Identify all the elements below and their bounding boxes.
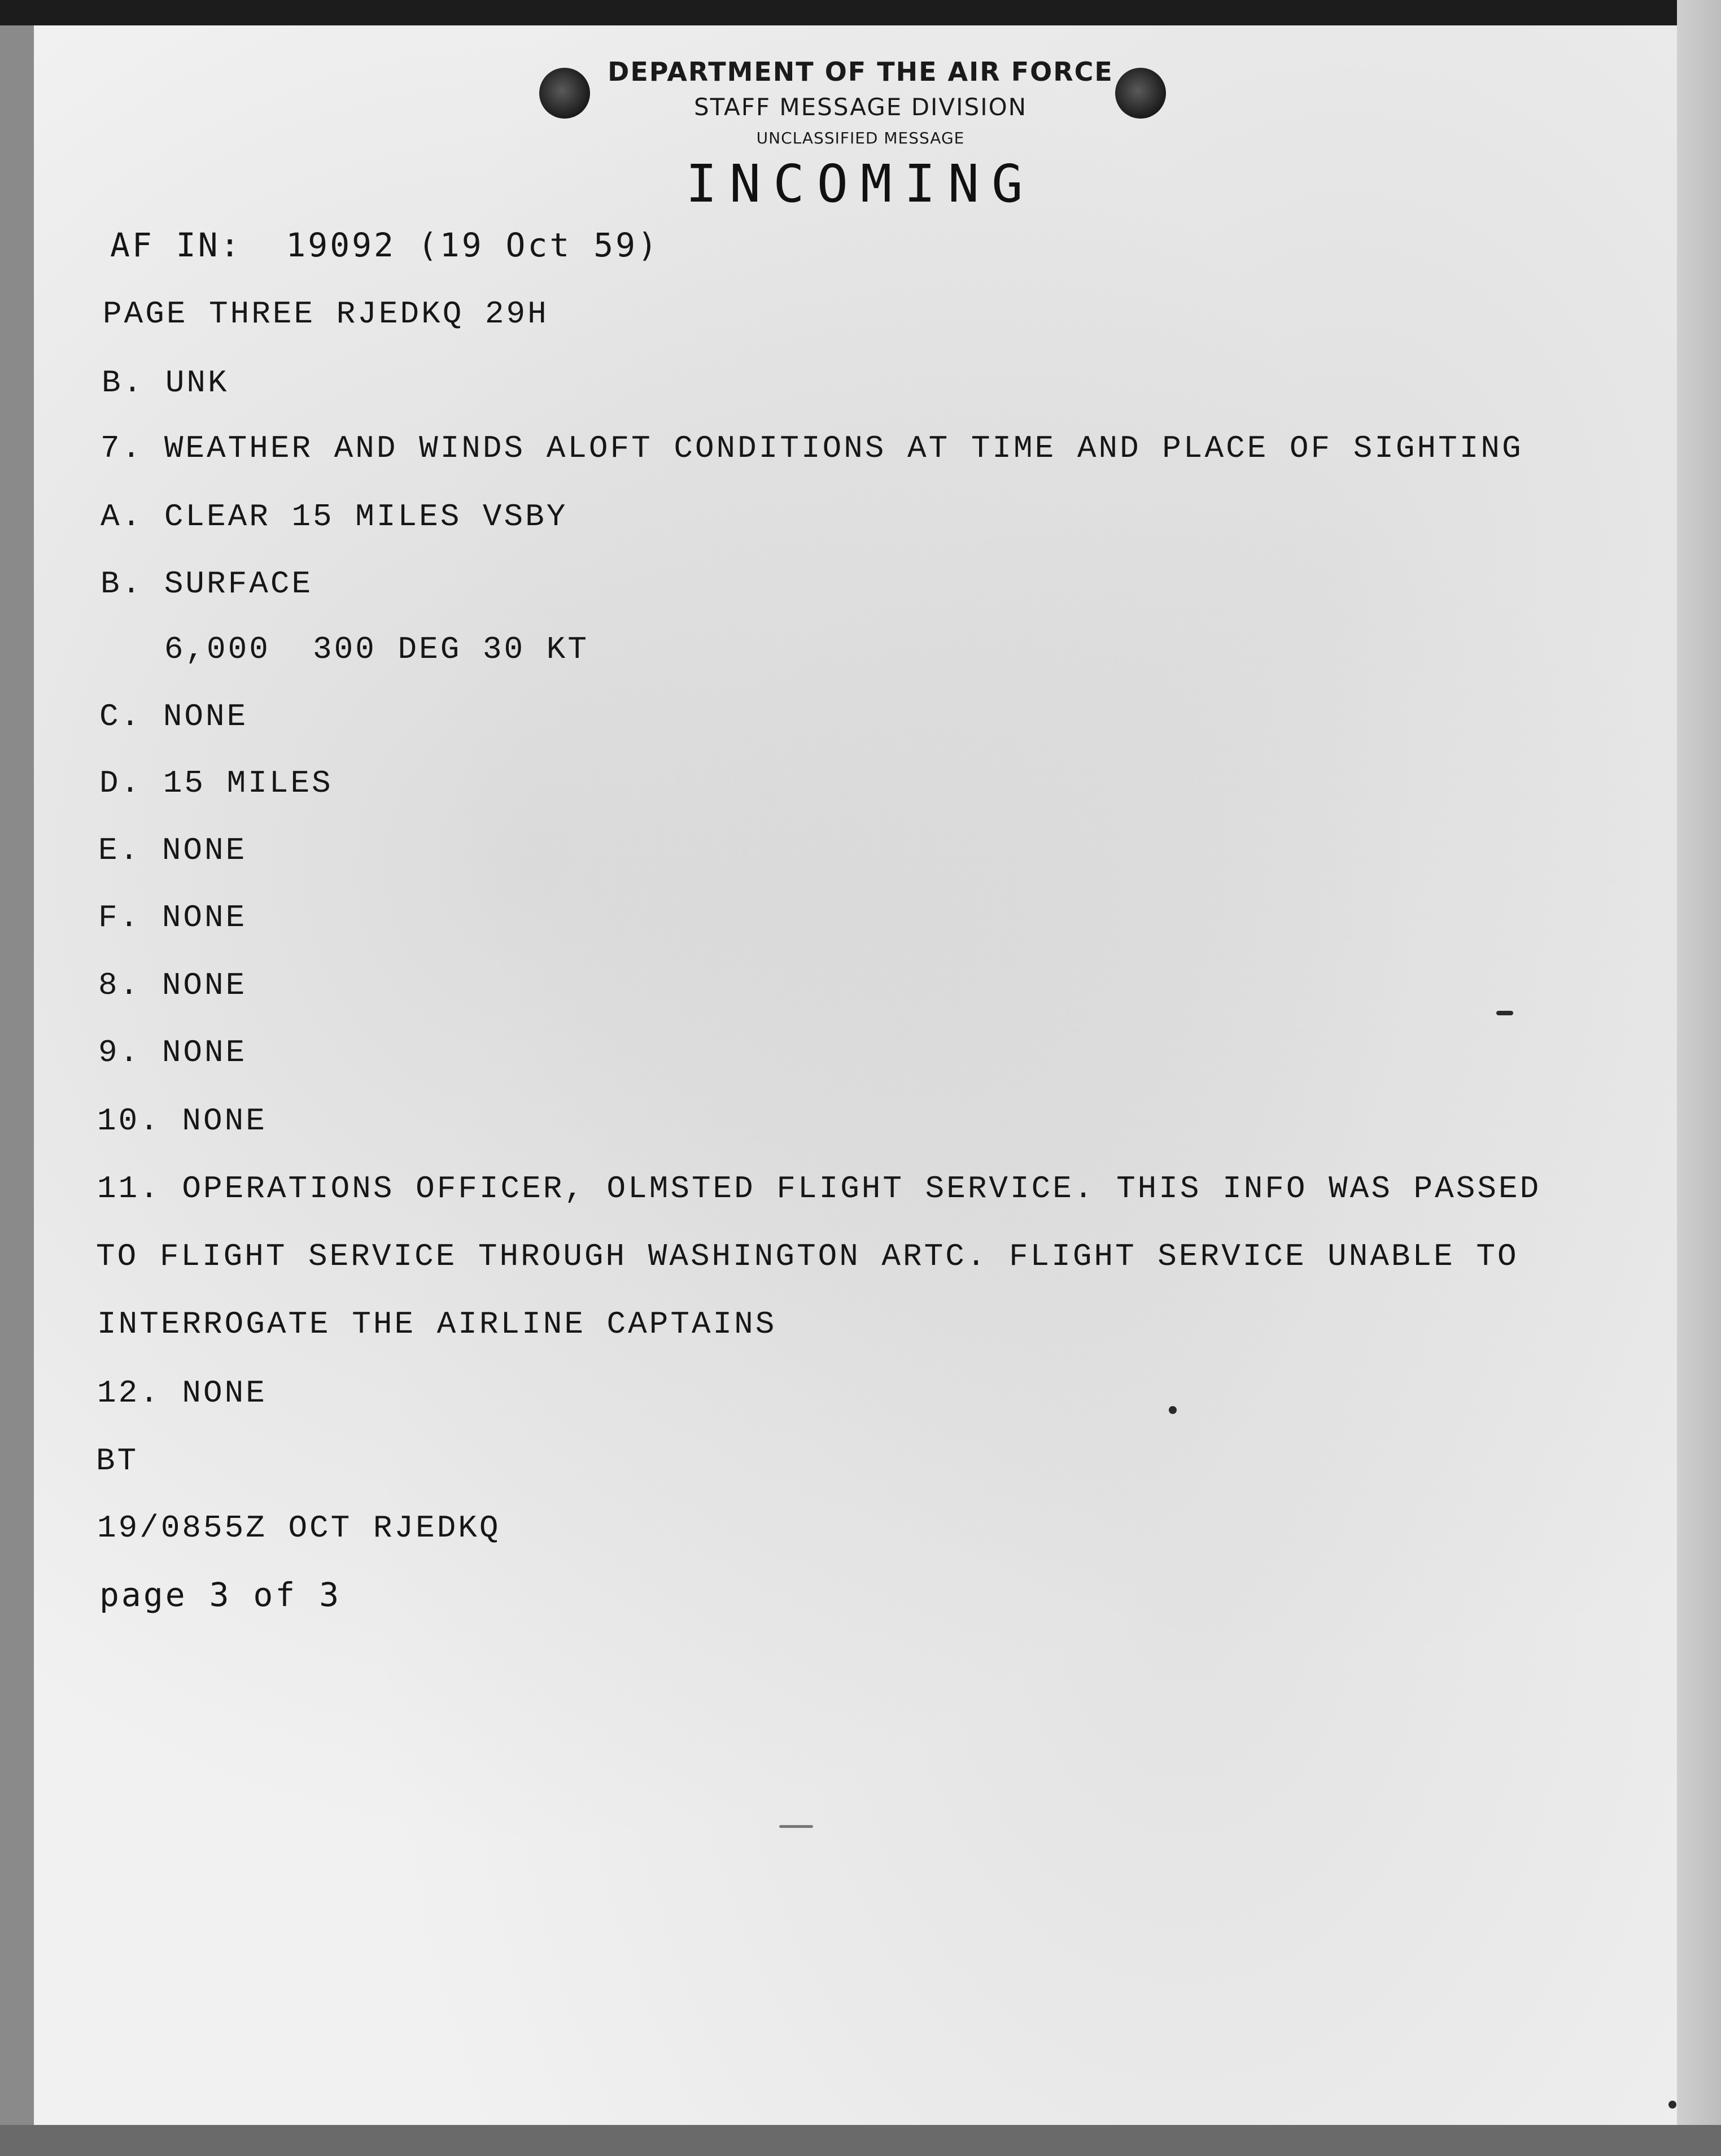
message-line: BT: [96, 1443, 139, 1479]
page-header-line: PAGE THREE RJEDKQ 29H: [103, 296, 549, 332]
toner-speck: [1169, 1406, 1177, 1414]
date-time-group: 19/0855Z OCT RJEDKQ: [97, 1510, 501, 1546]
message-line: 9. NONE: [98, 1035, 247, 1071]
scan-top-edge: [0, 0, 1721, 25]
toner-speck: [779, 1825, 813, 1828]
agency-heading: DEPARTMENT OF THE AIR FORCE: [608, 56, 1113, 87]
message-line: 8. NONE: [98, 967, 247, 1003]
message-line: 12. NONE: [97, 1375, 267, 1411]
message-line: 7. WEATHER AND WINDS ALOFT CONDITIONS AT TIME AND PLACE OF SIGHTING: [101, 430, 1523, 466]
message-line: INTERROGATE THE AIRLINE CAPTAINS: [97, 1306, 777, 1342]
message-line: 10. NONE: [97, 1103, 267, 1139]
message-line: F. NONE: [98, 900, 247, 936]
message-line: D. 15 MILES: [99, 765, 333, 801]
toner-speck: [1668, 2101, 1676, 2109]
document-sheet: [34, 25, 1677, 2126]
message-direction-title: INCOMING: [685, 154, 1036, 214]
af-in-number: AF IN: 19092 (19 Oct 59): [110, 226, 659, 264]
page-count: page 3 of 3: [99, 1575, 342, 1614]
message-line: B. UNK: [102, 365, 229, 401]
message-line: B. SURFACE: [101, 566, 313, 602]
message-line: A. CLEAR 15 MILES VSBY: [101, 499, 568, 535]
classification-label: UNCLASSIFIED MESSAGE: [756, 129, 965, 147]
scan-bottom-edge: [0, 2125, 1721, 2156]
message-line: C. NONE: [99, 699, 248, 735]
message-line: E. NONE: [98, 832, 247, 868]
message-line: TO FLIGHT SERVICE THROUGH WASHINGTON ARTC. FLIGHT SERVICE UNABLE TO: [96, 1238, 1519, 1275]
toner-speck: [1496, 1011, 1513, 1015]
division-heading: STAFF MESSAGE DIVISION: [693, 93, 1028, 121]
message-line: 6,000 300 DEG 30 KT: [101, 631, 589, 667]
message-line: 11. OPERATIONS OFFICER, OLMSTED FLIGHT SERVICE. THIS INFO WAS PASSED: [97, 1171, 1541, 1207]
scan-right-edge: [1677, 0, 1721, 2156]
